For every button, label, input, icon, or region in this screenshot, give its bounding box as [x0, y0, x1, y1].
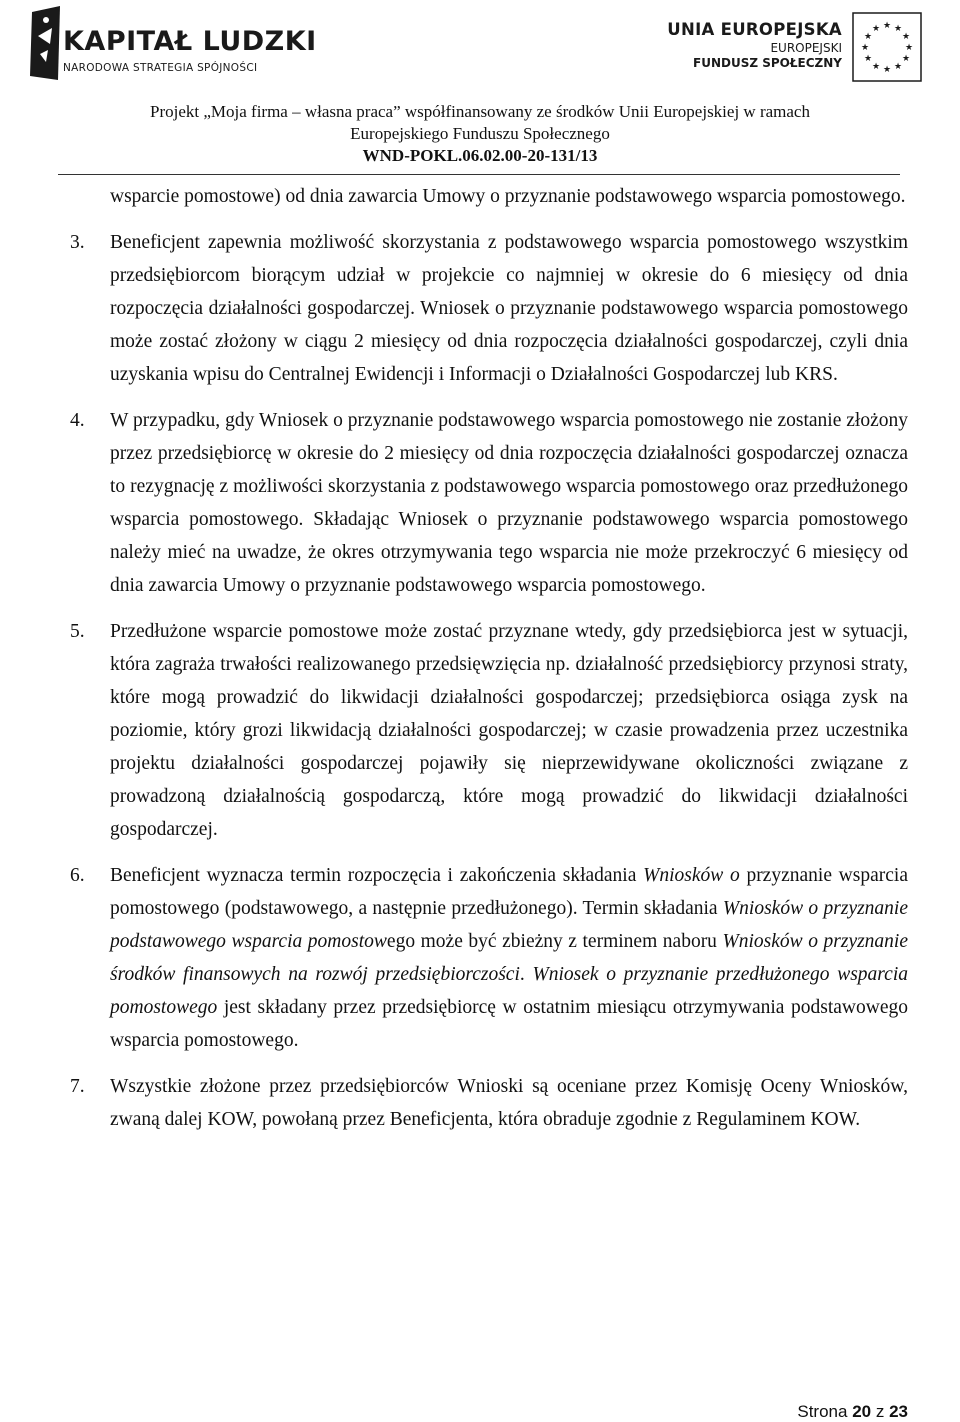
paragraph-text: W przypadku, gdy Wniosek o przyznanie podstawowego wsparcia pomostowego nie zostanie złożony przez przedsiębiorcę w okresie do 2 miesięcy od dnia rozpoczęcia działalności gospodarczej oznacza to rezygnację z możliwości skorzystania z podstawowego wsparcia pomostowego oraz przedłużonego wsparcia pomostowego. Składając Wniosek o przyznanie podstawowego wsparcia pomostowego należy mieć na uwadze, że okres otrzymywania tego wsparcia nie może przekroczyć 6 miesięcy od dnia zawarcia Umowy o przyznanie podstawowego wsparcia pomostowego. [110, 410, 908, 596]
svg-text:★: ★ [863, 32, 873, 42]
text-segment: . [519, 964, 533, 985]
svg-text:★: ★ [882, 21, 892, 31]
text-segment: Beneficjent wyznacza termin rozpoczęcia i zakończenia składania [110, 865, 644, 886]
paragraph-7 [70, 1070, 908, 1136]
continuation-paragraph: wsparcie pomostowe) od dnia zawarcia Umowy o przyznanie podstawowego wsparcia pomostowego. [110, 186, 906, 207]
eu-line-2: EUROPEJSKI [770, 41, 842, 55]
paragraph-number: 4. [70, 410, 85, 431]
eu-line-1: UNIA EUROPEJSKA [667, 20, 842, 39]
paragraph-5 [70, 615, 908, 846]
eu-logo-text [667, 20, 842, 70]
svg-text:★: ★ [893, 62, 903, 72]
total-pages: 23 [889, 1402, 908, 1421]
project-line-1: Projekt „Moja firma – własna praca” współfinansowany ze środków Unii Europejskiej w ramach [150, 102, 810, 121]
paragraph-6 [70, 859, 908, 1057]
paragraph-number: 3. [70, 232, 85, 253]
paragraph-4 [70, 404, 908, 602]
paragraph-3 [70, 226, 908, 391]
italic-segment: Wniosków o przyznanie środków finansowych na rozwój przedsiębiorczości [110, 931, 909, 985]
text-segment: przyznanie wsparcia pomostowego (podstawowego, a następnie przedłużonego). Termin składania [110, 865, 908, 919]
svg-text:★: ★ [871, 24, 881, 34]
paragraph-text: Przedłużone wsparcie pomostowe może zostać przyznane wtedy, gdy przedsiębiorca jest w sytuacji, która zagraża trwałości realizowanego przedsięwzięcia np. działalność przedsiębiorcy przynosi straty, które mogą prowadzić do likwidacji działalności gospodarczej; przedsiębiorca osiąga zysk na poziomie, który grozi likwidacją działalności gospodarczej; w czasie prowadzenia przez uczestnika projektu działalności gospodarczej pojawiły się nieprzewidywane okoliczności związane z prowadzoną działalnością gospodarczą, które mogą prowadzić do likwidacji działalności gospodarczej. [110, 621, 908, 840]
page-separator: z [875, 1402, 885, 1421]
paragraph-number: 6. [70, 865, 85, 886]
paragraph-text: Wszystkie złożone przez przedsiębiorców Wnioski są oceniane przez Komisję Oceny Wniosków, zwaną dalej KOW, powołaną przez Beneficjenta, która obraduje zgodnie z Regulaminem KOW. [110, 1076, 908, 1130]
svg-text:★: ★ [904, 43, 914, 53]
svg-text:★: ★ [871, 62, 881, 72]
current-page: 20 [852, 1402, 872, 1421]
kapital-ludzki-subtitle: NARODOWA STRATEGIA SPÓJNOŚCI [63, 62, 258, 74]
kapital-ludzki-title: KAPITAŁ LUDZKI [63, 26, 317, 57]
project-line-2: Europejskiego Funduszu Społecznego [350, 124, 610, 143]
page-number [797, 1402, 908, 1422]
eu-line-3: FUNDUSZ SPOŁECZNY [693, 56, 842, 70]
italic-segment: Wniosek o przyznanie przedłużonego wsparcia pomostowego [110, 964, 908, 1018]
paragraph-text [110, 859, 908, 1057]
paragraph-text: Beneficjent zapewnia możliwość skorzystania z podstawowego wsparcia pomostowego wszystkim przedsiębiorcom biorącym udział w projekcie co najmniej w okresie do 6 miesięcy od dnia rozpoczęcia działalności gospodarczej. Wniosek o przyznanie podstawowego wsparcia pomostowego może zostać złożony w ciągu 2 miesięcy od dnia rozpoczęcia działalności gospodarczej, czyli dnia uzyskania wpisu do Centralnej Ewidencji i Informacji o Działalności Gospodarczej lub KRS. [110, 232, 908, 385]
eu-flag-icon [852, 12, 922, 82]
svg-text:★: ★ [863, 54, 873, 64]
svg-text:★: ★ [901, 54, 911, 64]
svg-text:★: ★ [882, 65, 892, 75]
header-divider [58, 174, 900, 175]
text-segment: jest składany przez przedsiębiorcę w ostatnim miesiącu otrzymywania podstawowego wsparcia pomostowego. [110, 997, 908, 1051]
italic-segment: Wniosków o [643, 865, 740, 886]
svg-text:★: ★ [901, 32, 911, 42]
project-number: WND-POKL.06.02.00-20-131/13 [362, 146, 598, 165]
italic-segment: Wniosków o przyznanie podstawowego wsparcia pomostow [110, 898, 909, 952]
paragraph-number: 7. [70, 1076, 85, 1097]
svg-text:★: ★ [860, 43, 870, 53]
text-segment: ego może być zbieżny z terminem naboru [386, 931, 723, 952]
document-body [70, 180, 908, 1136]
paragraph-number: 5. [70, 621, 85, 642]
page-label: Strona [797, 1402, 848, 1421]
svg-text:★: ★ [893, 24, 903, 34]
